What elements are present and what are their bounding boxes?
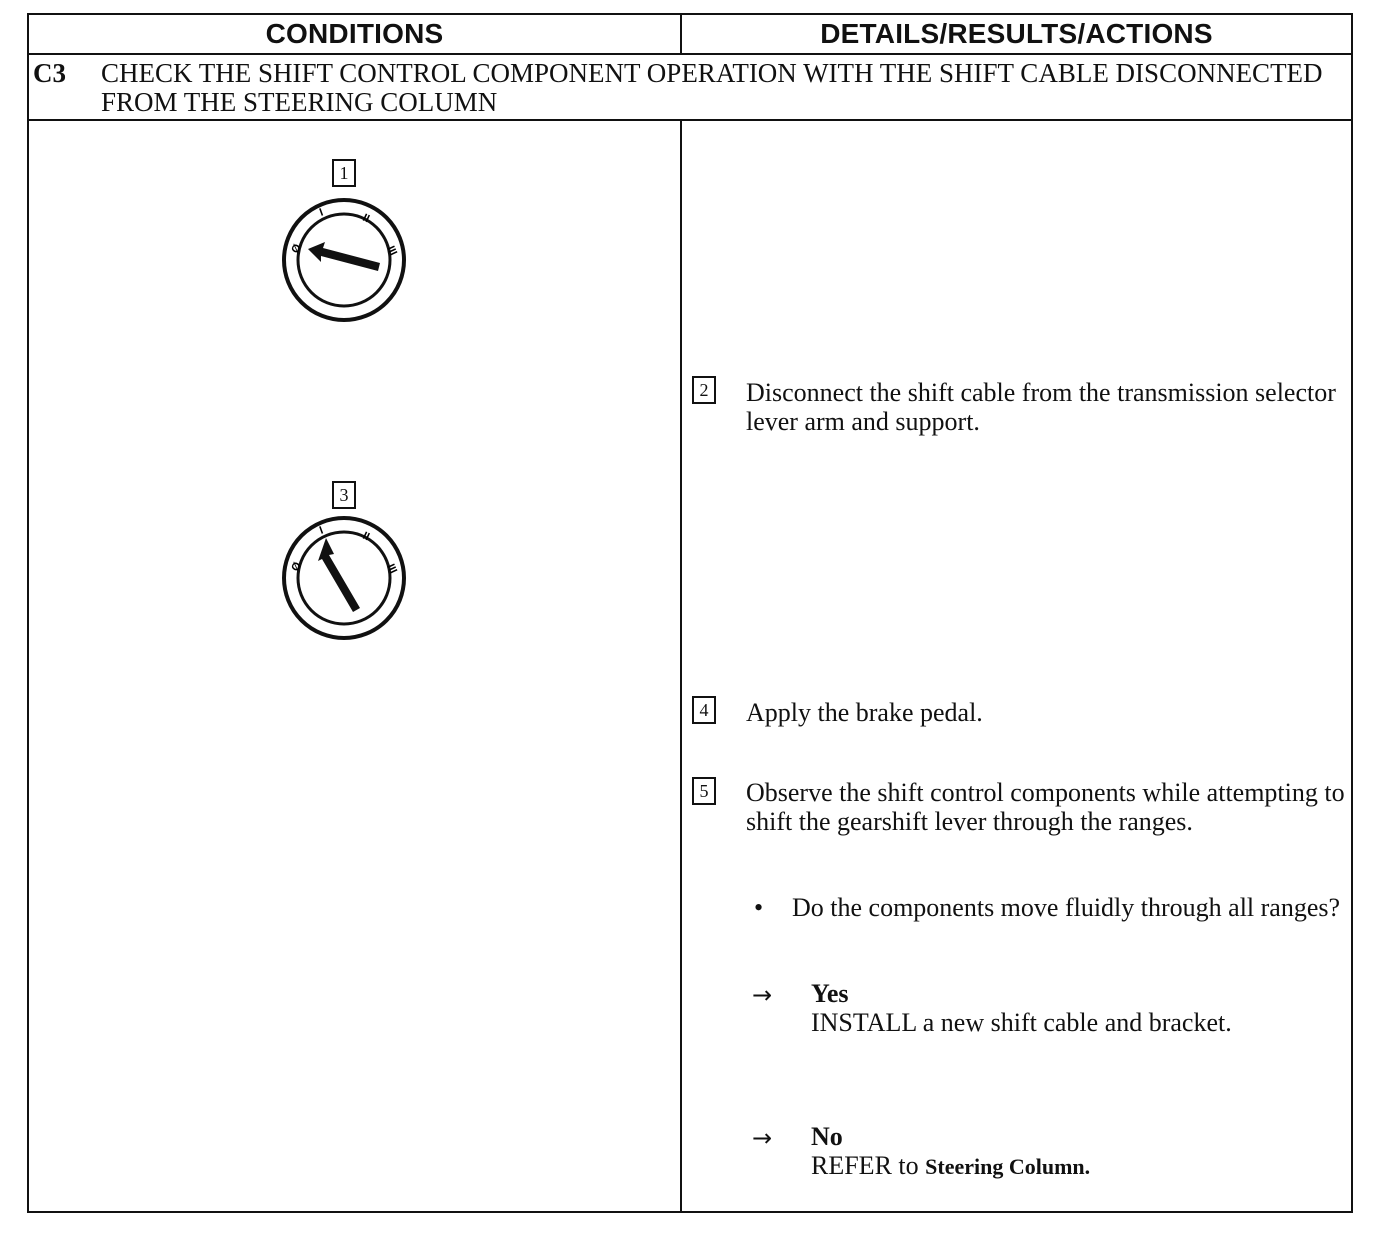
- no-action: [811, 1151, 1341, 1181]
- step-code: C3: [33, 58, 66, 88]
- question-text: Do the components move fluidly through all ranges?: [792, 893, 1341, 922]
- figure-number-3: 3: [332, 481, 356, 509]
- action-number-5: 5: [692, 777, 716, 805]
- shift-indicator-dial-icon: [280, 514, 410, 644]
- figure-number-1: 1: [332, 159, 356, 187]
- dial-mark-1: I: [317, 206, 325, 219]
- action-text-4: Apply the brake pedal.: [746, 698, 983, 727]
- steering-column-reference: Steering Column.: [925, 1154, 1091, 1179]
- action-number-2: 2: [692, 376, 716, 404]
- yes-arrow-icon: →: [752, 981, 773, 1009]
- dial-pointer-icon: [308, 242, 380, 271]
- conditions-header: CONDITIONS: [265, 18, 444, 49]
- question-bullet: •: [754, 893, 764, 922]
- no-label: No: [811, 1122, 843, 1151]
- yes-label: Yes: [811, 979, 849, 1008]
- column-divider-body: [680, 121, 682, 1213]
- details-header: DETAILS/RESULTS/ACTIONS: [820, 18, 1213, 49]
- dial-mark-2: II: [360, 529, 372, 544]
- dial-mark-2: II: [360, 211, 372, 226]
- dial-mark-0: Ø: [289, 242, 304, 256]
- no-action-prefix: REFER to: [811, 1151, 919, 1180]
- dial-pointer-icon: [318, 538, 360, 612]
- dial-mark-3: III: [384, 244, 400, 258]
- header-divider: [29, 53, 1351, 55]
- dial-mark-1: I: [317, 524, 325, 537]
- yes-action: INSTALL a new shift cable and bracket.: [811, 1008, 1232, 1037]
- step-divider: [29, 119, 1351, 121]
- no-arrow-icon: →: [752, 1124, 773, 1152]
- action-text-5: Observe the shift control components while attempting to shift the gearshift lever through the ranges.: [746, 778, 1345, 836]
- step-title: CHECK THE SHIFT CONTROL COMPONENT OPERATION WITH THE SHIFT CABLE DISCONNECTED FROM THE STEERING COLUMN: [101, 58, 1323, 117]
- action-number-4: 4: [692, 696, 716, 724]
- dial-mark-3: III: [384, 562, 400, 576]
- action-text-2: Disconnect the shift cable from the transmission selector lever arm and support.: [746, 378, 1336, 436]
- shift-indicator-dial-icon: [280, 196, 410, 326]
- dial-mark-0: Ø: [289, 560, 304, 574]
